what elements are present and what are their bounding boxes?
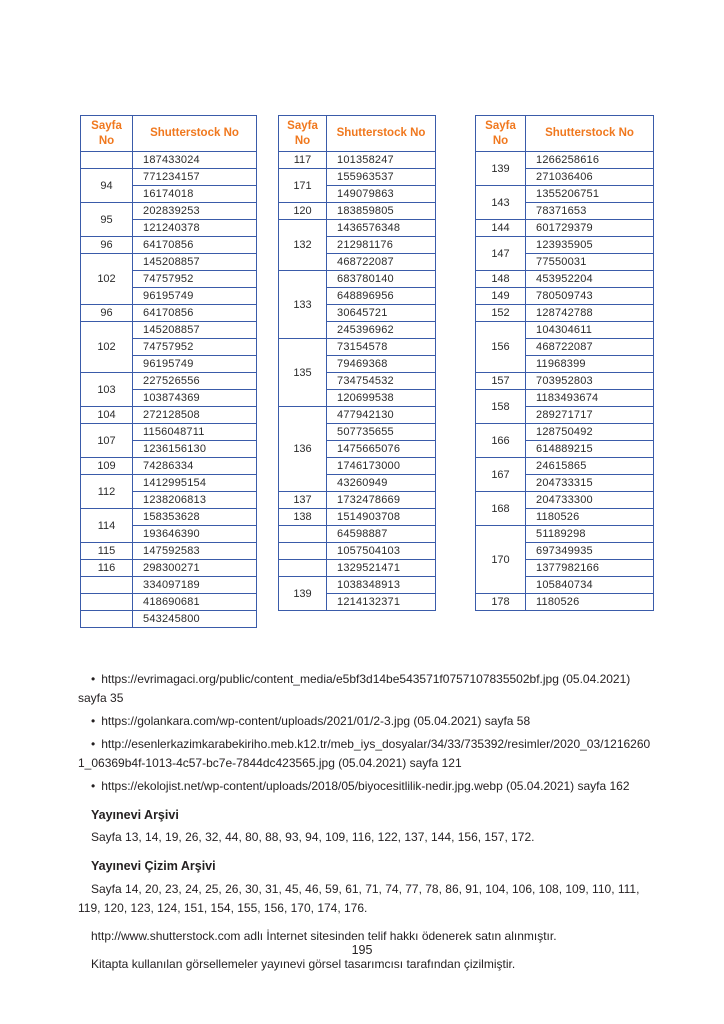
table-row — [279, 271, 436, 288]
sayfa-no-cell: 107 — [81, 424, 133, 458]
table-row — [81, 509, 257, 526]
sayfa-no-cell: 178 — [476, 594, 526, 611]
table-row — [279, 220, 436, 237]
sayfa-no-cell: 170 — [476, 526, 526, 594]
credits-table-3 — [475, 115, 654, 611]
table-row — [81, 203, 257, 220]
section-title-yayinevi-cizim-arsivi: Yayınevi Çizim Arşivi — [91, 859, 216, 874]
sayfa-no-cell: 139 — [476, 152, 526, 186]
shutterstock-no-cell: 16174018 — [133, 186, 257, 203]
table-row — [81, 424, 257, 441]
sayfa-no-cell: 137 — [279, 492, 327, 509]
sayfa-no-cell: 103 — [81, 373, 133, 407]
shutterstock-no-cell: 614889215 — [526, 441, 654, 458]
shutterstock-no-cell: 158353628 — [133, 509, 257, 526]
page-number: 195 — [351, 943, 373, 957]
sayfa-no-cell: 135 — [279, 339, 327, 407]
table-row — [81, 543, 257, 560]
shutterstock-no-cell: 1412995154 — [133, 475, 257, 492]
shutterstock-no-cell: 780509743 — [526, 288, 654, 305]
table-row — [81, 237, 257, 254]
shutterstock-no-cell: 1057504103 — [327, 543, 436, 560]
table-row — [476, 492, 654, 509]
table-row — [279, 407, 436, 424]
table-row — [476, 373, 654, 390]
col-header-sayfa-no: Sayfa No — [279, 116, 327, 152]
table-row — [476, 186, 654, 203]
source-link-text: http://esenlerkazimkarabekiriho.meb.k12.tr/meb_iys_dosyalar/34/33/735392/resimler/2020_03/12162601_06369b4f-1013-4c57-bc7e-7844dc423565.jpg (05.04.2021) sayfa 121 — [78, 736, 651, 770]
shutterstock-no-cell: 601729379 — [526, 220, 654, 237]
shutterstock-no-cell: 1266258616 — [526, 152, 654, 169]
shutterstock-no-cell: 96195749 — [133, 288, 257, 305]
sayfa-no-cell: 104 — [81, 407, 133, 424]
col-header-shutterstock-no: Shutterstock No — [327, 116, 436, 152]
table-row — [81, 373, 257, 390]
source-link-text: https://ekolojist.net/wp-content/uploads/2018/05/biyocesitlilik-nedir.jpg.webp (05.04.2021) sayfa 162 — [101, 778, 630, 793]
shutterstock-no-cell: 1156048711 — [133, 424, 257, 441]
table-row — [476, 152, 654, 169]
table-row — [476, 458, 654, 475]
shutterstock-no-cell: 193646390 — [133, 526, 257, 543]
sayfa-no-cell: 167 — [476, 458, 526, 492]
bullet-icon: • — [91, 713, 96, 728]
shutterstock-no-cell: 64170856 — [133, 237, 257, 254]
shutterstock-no-cell: 271036406 — [526, 169, 654, 186]
shutterstock-no-cell: 697349935 — [526, 543, 654, 560]
shutterstock-no-cell: 74757952 — [133, 339, 257, 356]
col-header-sayfa-no: Sayfa No — [81, 116, 133, 152]
sayfa-no-cell: 138 — [279, 509, 327, 526]
table-row — [279, 526, 436, 543]
table-row — [81, 169, 257, 186]
sayfa-no-cell: 132 — [279, 220, 327, 271]
table-row — [476, 424, 654, 441]
sayfa-no-cell: 133 — [279, 271, 327, 339]
section-body-yayinevi-cizim-arsivi: Sayfa 14, 20, 23, 24, 25, 26, 30, 31, 45, 46, 59, 61, 71, 74, 77, 78, 86, 91, 104, 106, 108, 109, 110, 111, 119, 120, 123, 124, 151, 154, 155, 156, 170, 174, 176. — [78, 882, 640, 916]
shutterstock-no-cell: 453952204 — [526, 271, 654, 288]
shutterstock-no-cell: 1514903708 — [327, 509, 436, 526]
source-link-item — [78, 735, 656, 773]
shutterstock-no-cell: 1475665076 — [327, 441, 436, 458]
shutterstock-no-cell: 11968399 — [526, 356, 654, 373]
bullet-icon: • — [91, 736, 96, 751]
sayfa-no-cell: 152 — [476, 305, 526, 322]
table-row — [81, 152, 257, 169]
shutterstock-no-cell: 1355206751 — [526, 186, 654, 203]
section-yayinevi-arsivi — [78, 806, 656, 848]
source-link-item — [78, 670, 656, 708]
shutterstock-no-cell: 272128508 — [133, 407, 257, 424]
shutterstock-no-cell: 51189298 — [526, 526, 654, 543]
shutterstock-no-cell: 64598887 — [327, 526, 436, 543]
sayfa-no-cell — [81, 152, 133, 169]
shutterstock-no-cell: 104304611 — [526, 322, 654, 339]
shutterstock-no-cell: 204733300 — [526, 492, 654, 509]
shutterstock-no-cell: 77550031 — [526, 254, 654, 271]
illustration-note: Kitapta kullanılan görsellemeler yayınevi görsel tasarımcısı tarafından çizilmiştir. — [91, 957, 516, 972]
shutterstock-no-cell: 507735655 — [327, 424, 436, 441]
table-row — [476, 390, 654, 407]
sayfa-no-cell — [81, 611, 133, 628]
shutterstock-no-cell: 123935905 — [526, 237, 654, 254]
table-row — [81, 611, 257, 628]
shutterstock-no-cell: 120699538 — [327, 390, 436, 407]
shutterstock-no-cell: 74757952 — [133, 271, 257, 288]
shutterstock-purchase-note: http://www.shutterstock.com adlı İnternet sitesinden telif hakkı ödenerek satın alınmıştır. — [91, 929, 557, 944]
shutterstock-no-cell: 121240378 — [133, 220, 257, 237]
table-row — [279, 543, 436, 560]
shutterstock-no-cell: 298300271 — [133, 560, 257, 577]
shutterstock-no-cell: 468722087 — [327, 254, 436, 271]
shutterstock-no-cell: 43260949 — [327, 475, 436, 492]
shutterstock-no-cell: 1180526 — [526, 509, 654, 526]
shutterstock-no-cell: 78371653 — [526, 203, 654, 220]
sayfa-no-cell: 116 — [81, 560, 133, 577]
sayfa-no-cell: 96 — [81, 237, 133, 254]
shutterstock-no-cell: 103874369 — [133, 390, 257, 407]
sources-text-block — [78, 668, 656, 974]
shutterstock-no-cell: 145208857 — [133, 254, 257, 271]
shutterstock-no-cell: 1436576348 — [327, 220, 436, 237]
shutterstock-no-cell: 212981176 — [327, 237, 436, 254]
sayfa-no-cell: 168 — [476, 492, 526, 526]
credits-table-1 — [80, 115, 257, 628]
sayfa-no-cell: 156 — [476, 322, 526, 373]
shutterstock-no-cell: 30645721 — [327, 305, 436, 322]
source-link-text: https://evrimagaci.org/public/content_media/e5bf3d14be543571f0757107835502bf.jpg (05.04.2021) sayfa 35 — [78, 672, 631, 705]
sayfa-no-cell — [279, 543, 327, 560]
table-row — [81, 577, 257, 594]
shutterstock-no-cell: 147592583 — [133, 543, 257, 560]
shutterstock-no-cell: 155963537 — [327, 169, 436, 186]
table-header-row — [81, 116, 257, 152]
sayfa-no-cell — [279, 526, 327, 543]
bullet-icon: • — [91, 778, 96, 793]
section-body-yayinevi-arsivi: Sayfa 13, 14, 19, 26, 32, 44, 80, 88, 93, 94, 109, 116, 122, 137, 144, 156, 157, 172. — [91, 830, 535, 845]
sayfa-no-cell: 112 — [81, 475, 133, 509]
source-links-list — [78, 670, 656, 796]
shutterstock-no-cell: 1214132371 — [327, 594, 436, 611]
table-row — [476, 288, 654, 305]
source-link-item — [78, 712, 656, 731]
shutterstock-no-cell: 289271717 — [526, 407, 654, 424]
table-row — [279, 203, 436, 220]
table-row — [476, 526, 654, 543]
table-row — [81, 458, 257, 475]
sayfa-no-cell: 143 — [476, 186, 526, 220]
shutterstock-no-cell: 128750492 — [526, 424, 654, 441]
table-row — [476, 322, 654, 339]
shutterstock-no-cell: 1183493674 — [526, 390, 654, 407]
shutterstock-no-cell: 771234157 — [133, 169, 257, 186]
shutterstock-no-cell: 683780140 — [327, 271, 436, 288]
sayfa-no-cell: 102 — [81, 322, 133, 373]
bullet-icon: • — [91, 672, 96, 686]
sayfa-no-cell: 144 — [476, 220, 526, 237]
shutterstock-no-cell: 1746173000 — [327, 458, 436, 475]
sayfa-no-cell: 147 — [476, 237, 526, 271]
shutterstock-no-cell: 1180526 — [526, 594, 654, 611]
table-row — [476, 237, 654, 254]
shutterstock-no-cell: 96195749 — [133, 356, 257, 373]
shutterstock-no-cell: 1238206813 — [133, 492, 257, 509]
table-row — [279, 169, 436, 186]
col-header-shutterstock-no: Shutterstock No — [526, 116, 654, 152]
table-row — [279, 492, 436, 509]
shutterstock-no-cell: 1236156130 — [133, 441, 257, 458]
shutterstock-no-cell: 245396962 — [327, 322, 436, 339]
shutterstock-no-cell: 477942130 — [327, 407, 436, 424]
sayfa-no-cell: 109 — [81, 458, 133, 475]
shutterstock-no-cell: 105840734 — [526, 577, 654, 594]
table-row — [476, 271, 654, 288]
sayfa-no-cell: 148 — [476, 271, 526, 288]
shutterstock-no-cell: 1732478669 — [327, 492, 436, 509]
credits-table-2 — [278, 115, 436, 611]
table-header-row — [279, 116, 436, 152]
table-row — [279, 339, 436, 356]
table-row — [81, 407, 257, 424]
table-row — [81, 475, 257, 492]
sayfa-no-cell: 157 — [476, 373, 526, 390]
sayfa-no-cell — [81, 577, 133, 594]
sayfa-no-cell: 149 — [476, 288, 526, 305]
sayfa-no-cell: 96 — [81, 305, 133, 322]
col-header-shutterstock-no: Shutterstock No — [133, 116, 257, 152]
sayfa-no-cell: 166 — [476, 424, 526, 458]
table-row — [81, 305, 257, 322]
table-row — [279, 509, 436, 526]
sayfa-no-cell: 139 — [279, 577, 327, 611]
table-row — [279, 152, 436, 169]
sayfa-no-cell: 114 — [81, 509, 133, 543]
shutterstock-no-cell: 149079863 — [327, 186, 436, 203]
shutterstock-no-cell: 1329521471 — [327, 560, 436, 577]
sayfa-no-cell: 115 — [81, 543, 133, 560]
table-row — [81, 322, 257, 339]
shutterstock-no-cell: 74286334 — [133, 458, 257, 475]
table-row — [81, 594, 257, 611]
shutterstock-no-cell: 79469368 — [327, 356, 436, 373]
table-row — [81, 560, 257, 577]
shutterstock-no-cell: 1377982166 — [526, 560, 654, 577]
shutterstock-no-cell: 128742788 — [526, 305, 654, 322]
sayfa-no-cell: 94 — [81, 169, 133, 203]
shutterstock-no-cell: 187433024 — [133, 152, 257, 169]
table-header-row — [476, 116, 654, 152]
sayfa-no-cell: 95 — [81, 203, 133, 237]
shutterstock-no-cell: 334097189 — [133, 577, 257, 594]
table-row — [81, 254, 257, 271]
shutterstock-no-cell: 204733315 — [526, 475, 654, 492]
shutterstock-no-cell: 73154578 — [327, 339, 436, 356]
shutterstock-no-cell: 648896956 — [327, 288, 436, 305]
section-title-yayinevi-arsivi: Yayınevi Arşivi — [91, 807, 179, 822]
shutterstock-no-cell: 468722087 — [526, 339, 654, 356]
shutterstock-no-cell: 543245800 — [133, 611, 257, 628]
col-header-sayfa-no: Sayfa No — [476, 116, 526, 152]
sayfa-no-cell: 102 — [81, 254, 133, 305]
section-yayinevi-cizim-arsivi — [78, 857, 656, 918]
sayfa-no-cell: 117 — [279, 152, 327, 169]
table-row — [476, 305, 654, 322]
sayfa-no-cell — [81, 594, 133, 611]
source-link-text: https://golankara.com/wp-content/uploads/2021/01/2-3.jpg (05.04.2021) sayfa 58 — [101, 713, 531, 728]
shutterstock-no-cell: 418690681 — [133, 594, 257, 611]
credits-tables-area — [80, 115, 654, 628]
shutterstock-no-cell: 703952803 — [526, 373, 654, 390]
table-row — [476, 220, 654, 237]
sayfa-no-cell: 136 — [279, 407, 327, 492]
source-link-item — [78, 777, 656, 796]
sayfa-no-cell — [279, 560, 327, 577]
shutterstock-no-cell: 183859805 — [327, 203, 436, 220]
shutterstock-no-cell: 64170856 — [133, 305, 257, 322]
table-row — [279, 577, 436, 594]
table-row — [279, 560, 436, 577]
sayfa-no-cell: 171 — [279, 169, 327, 203]
sayfa-no-cell: 120 — [279, 203, 327, 220]
shutterstock-no-cell: 227526556 — [133, 373, 257, 390]
sayfa-no-cell: 158 — [476, 390, 526, 424]
shutterstock-no-cell: 202839253 — [133, 203, 257, 220]
shutterstock-no-cell: 145208857 — [133, 322, 257, 339]
shutterstock-no-cell: 101358247 — [327, 152, 436, 169]
shutterstock-no-cell: 1038348913 — [327, 577, 436, 594]
table-row — [476, 594, 654, 611]
shutterstock-no-cell: 24615865 — [526, 458, 654, 475]
shutterstock-no-cell: 734754532 — [327, 373, 436, 390]
